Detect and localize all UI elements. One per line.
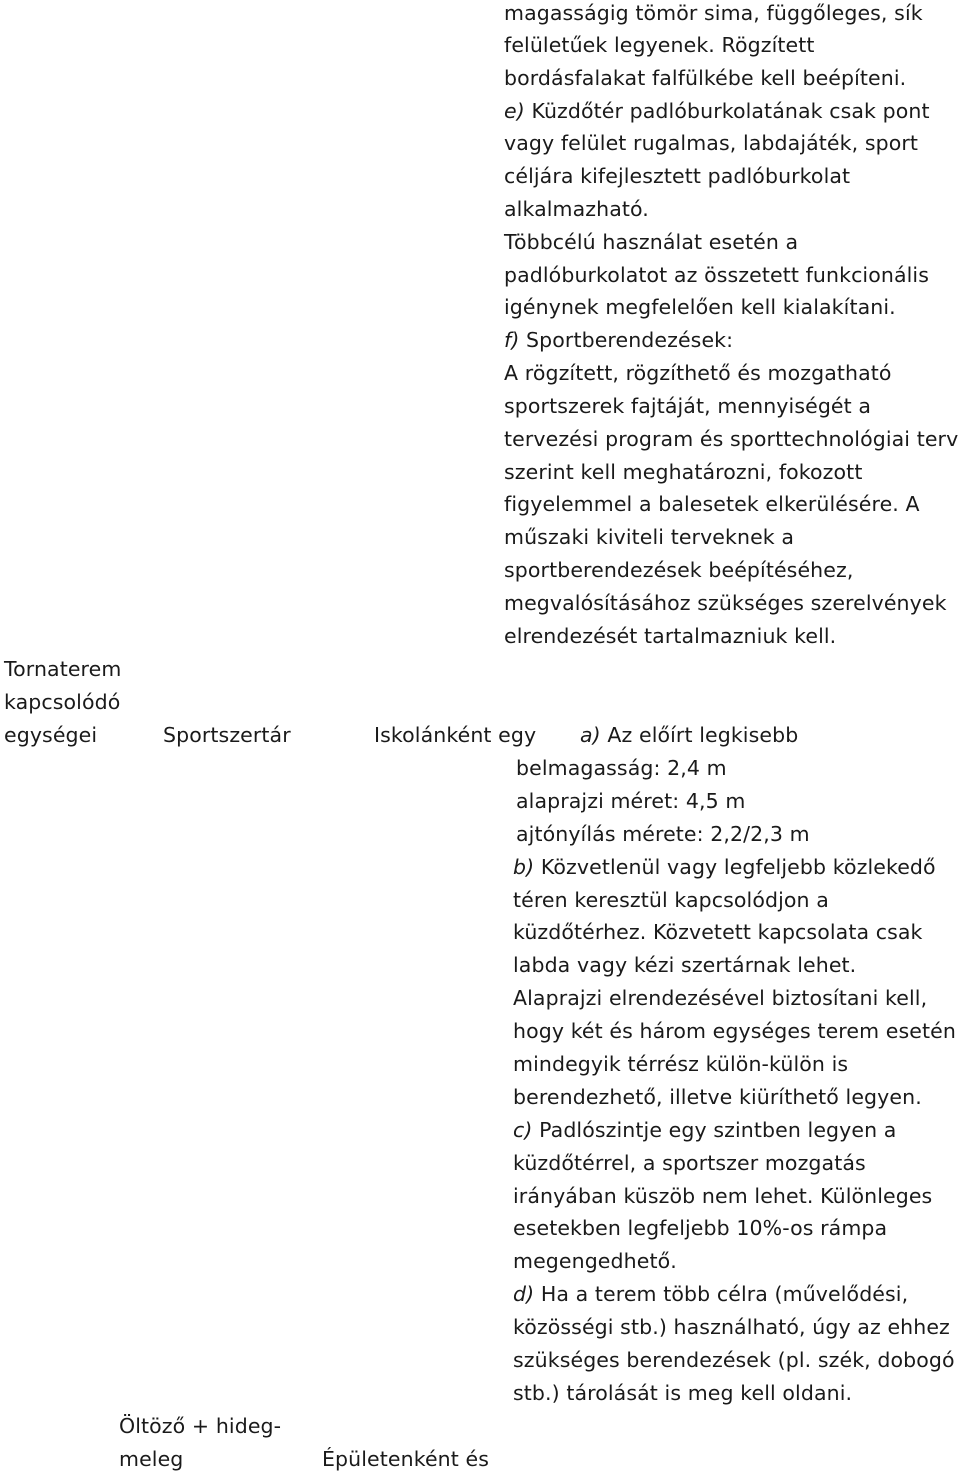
room-name: Öltöző + hideg- — [119, 1414, 282, 1438]
text-line: belmagasság: 2,4 m — [516, 756, 727, 780]
text-line: téren keresztül kapcsolódjon a — [513, 888, 829, 912]
text-line: vagy felület rugalmas, labdajáték, sport — [504, 131, 919, 155]
list-item-a — [580, 723, 798, 747]
text-line: felületűek legyenek. Rögzített — [504, 33, 815, 57]
list-marker: d) — [513, 1282, 535, 1306]
list-marker: a) — [580, 723, 601, 747]
text-line: Ha a terem több célra (művelődési, — [540, 1282, 909, 1306]
text-line: céljára kifejlesztett padlóburkolat — [504, 164, 851, 188]
text-line: műszaki kiviteli terveknek a — [504, 525, 795, 549]
list-item-b — [513, 855, 936, 879]
text-line: egységei — [4, 723, 98, 747]
text-line: berendezhető, illetve kiüríthető legyen. — [513, 1085, 922, 1109]
text-line: figyelemmel a balesetek elkerülésére. A — [504, 492, 920, 516]
text-line: megengedhető. — [513, 1249, 677, 1273]
text-line: szerint kell meghatározni, fokozott — [504, 460, 863, 484]
text-line: Küzdőtér padlóburkolatának csak pont — [531, 99, 930, 123]
text-line: Sportberendezések: — [526, 328, 734, 352]
text-line: szükséges berendezések (pl. szék, dobogó — [513, 1348, 955, 1372]
room-name: meleg — [119, 1447, 184, 1471]
text-line: Padlószintje egy szintben legyen a — [539, 1118, 897, 1142]
text-line: irányában küszöb nem lehet. Különleges — [513, 1184, 933, 1208]
text-line: tervezési program és sporttechnológiai terv — [504, 427, 959, 451]
text-line: Alaprajzi elrendezésével biztosítani kell, — [513, 986, 928, 1010]
text-line: magasságig tömör sima, függőleges, sík — [504, 1, 923, 25]
list-marker: c) — [513, 1118, 533, 1142]
room-name: Sportszertár — [163, 723, 291, 747]
text-line: esetekben legfeljebb 10%-os rámpa — [513, 1216, 888, 1240]
text-line: sportszerek fajtáját, mennyiségét a — [504, 394, 872, 418]
text-line: stb.) tárolását is meg kell oldani. — [513, 1381, 853, 1405]
list-marker: b) — [513, 855, 535, 879]
list-item-d — [513, 1282, 908, 1306]
text-line: bordásfalakat falfülkébe kell beépíteni. — [504, 66, 907, 90]
list-item-e — [504, 99, 930, 123]
text-line: hogy két és három egységes terem esetén — [513, 1019, 956, 1043]
list-marker: f) — [504, 328, 520, 352]
text-line: ajtónyílás mérete: 2,2/2,3 m — [516, 822, 810, 846]
text-line: Közvetlenül vagy legfeljebb közlekedő — [540, 855, 936, 879]
text-line: labda vagy kézi szertárnak lehet. — [513, 953, 857, 977]
list-item-c — [513, 1118, 896, 1142]
text-line: sportberendezések beépítéséhez, — [504, 558, 854, 582]
text-line: megvalósításához szükséges szerelvények — [504, 591, 947, 615]
text-line: küzdőtérrel, a sportszer mozgatás — [513, 1151, 866, 1175]
text-line: Többcélú használat esetén a — [504, 230, 799, 254]
text-line: mindegyik térrész külön-külön is — [513, 1052, 849, 1076]
text-line: kapcsolódó — [4, 690, 121, 714]
text-line: alkalmazható. — [504, 197, 649, 221]
text-line: közösségi stb.) használható, úgy az ehhez — [513, 1315, 950, 1339]
text-line: küzdőtérhez. Közvetett kapcsolata csak — [513, 920, 923, 944]
text-line: alaprajzi méret: 4,5 m — [516, 789, 746, 813]
room-quantity: Épületenként és — [322, 1447, 490, 1471]
text-line: elrendezését tartalmazniuk kell. — [504, 624, 837, 648]
list-marker: e) — [504, 99, 525, 123]
text-line: igénynek megfelelően kell kialakítani. — [504, 295, 896, 319]
list-item-f — [504, 328, 733, 352]
text-line: padlóburkolatot az összetett funkcionális — [504, 263, 930, 287]
text-line: Tornaterem — [4, 657, 122, 681]
text-line: A rögzített, rögzíthető és mozgatható — [504, 361, 892, 385]
room-quantity: Iskolánként egy — [374, 723, 537, 747]
text-line: Az előírt legkisebb — [607, 723, 799, 747]
